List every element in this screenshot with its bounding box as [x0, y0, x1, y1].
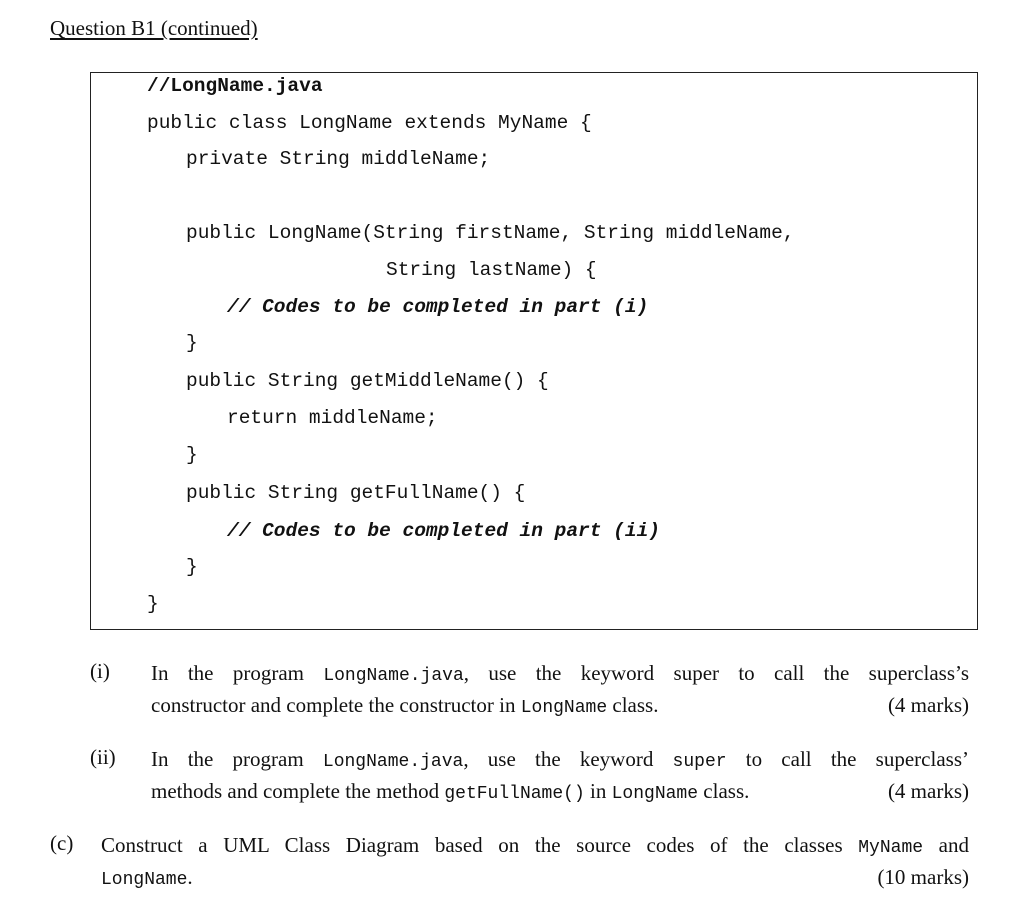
part-i-line2: constructor and complete the constructor in LongName class. (4 marks) — [151, 691, 969, 723]
code-constructor-signature-line2: String lastName) { — [386, 259, 597, 281]
part-c-label: (c) — [50, 831, 74, 855]
part-i-marks: (4 marks) — [887, 693, 969, 717]
code-ref-myname: MyName — [858, 838, 924, 858]
code-constructor-signature-line1: public LongName(String firstName, String middleName, — [186, 222, 795, 244]
code-comment-part-i: // Codes to be completed in part (i) — [227, 296, 649, 318]
part-c-line2: LongName. (10 marks) — [101, 863, 969, 895]
code-ref-longname-java: LongName.java — [323, 666, 464, 686]
code-get-full-name-close-brace: } — [186, 556, 198, 578]
code-get-middle-name-close-brace: } — [186, 444, 198, 466]
code-ref-longname-java: LongName.java — [322, 752, 464, 772]
code-file-comment: //LongName.java — [147, 75, 323, 97]
code-get-full-name-signature: public String getFullName() { — [186, 482, 526, 504]
part-ii-line1: In the program LongName.java, use the keyword super to call the superclass’ — [151, 747, 969, 772]
code-listing-box — [90, 72, 978, 630]
part-ii-marks: (4 marks) — [887, 779, 969, 803]
part-ii-label: (ii) — [90, 745, 116, 769]
code-ref-get-full-name: getFullName() — [444, 784, 585, 804]
code-class-declaration: public class LongName extends MyName { — [147, 112, 592, 134]
part-i-line1: In the program LongName.java, use the keyword super to call the superclass’s — [151, 661, 969, 686]
code-ref-longname: LongName — [520, 698, 608, 718]
code-field-declaration: private String middleName; — [186, 148, 491, 170]
part-c-line1: Construct a UML Class Diagram based on the source codes of the classes MyName and — [101, 833, 969, 858]
page-heading: Question B1 (continued) — [50, 16, 258, 40]
code-get-middle-name-signature: public String getMiddleName() { — [186, 370, 549, 392]
code-return-statement: return middleName; — [227, 407, 438, 429]
part-i-text — [151, 659, 969, 723]
code-class-close-brace: } — [147, 593, 159, 615]
part-c-text — [101, 831, 969, 895]
part-ii-line2: methods and complete the method getFullName() in LongName class. (4 marks) — [151, 777, 969, 809]
part-ii-text — [151, 745, 969, 809]
code-comment-part-ii: // Codes to be completed in part (ii) — [227, 520, 660, 542]
code-constructor-close-brace: } — [186, 332, 198, 354]
code-ref-longname: LongName — [101, 870, 188, 890]
part-i-label: (i) — [90, 659, 110, 683]
code-ref-super: super — [672, 752, 727, 772]
code-ref-longname: LongName — [611, 784, 699, 804]
part-c-marks: (10 marks) — [877, 865, 969, 889]
